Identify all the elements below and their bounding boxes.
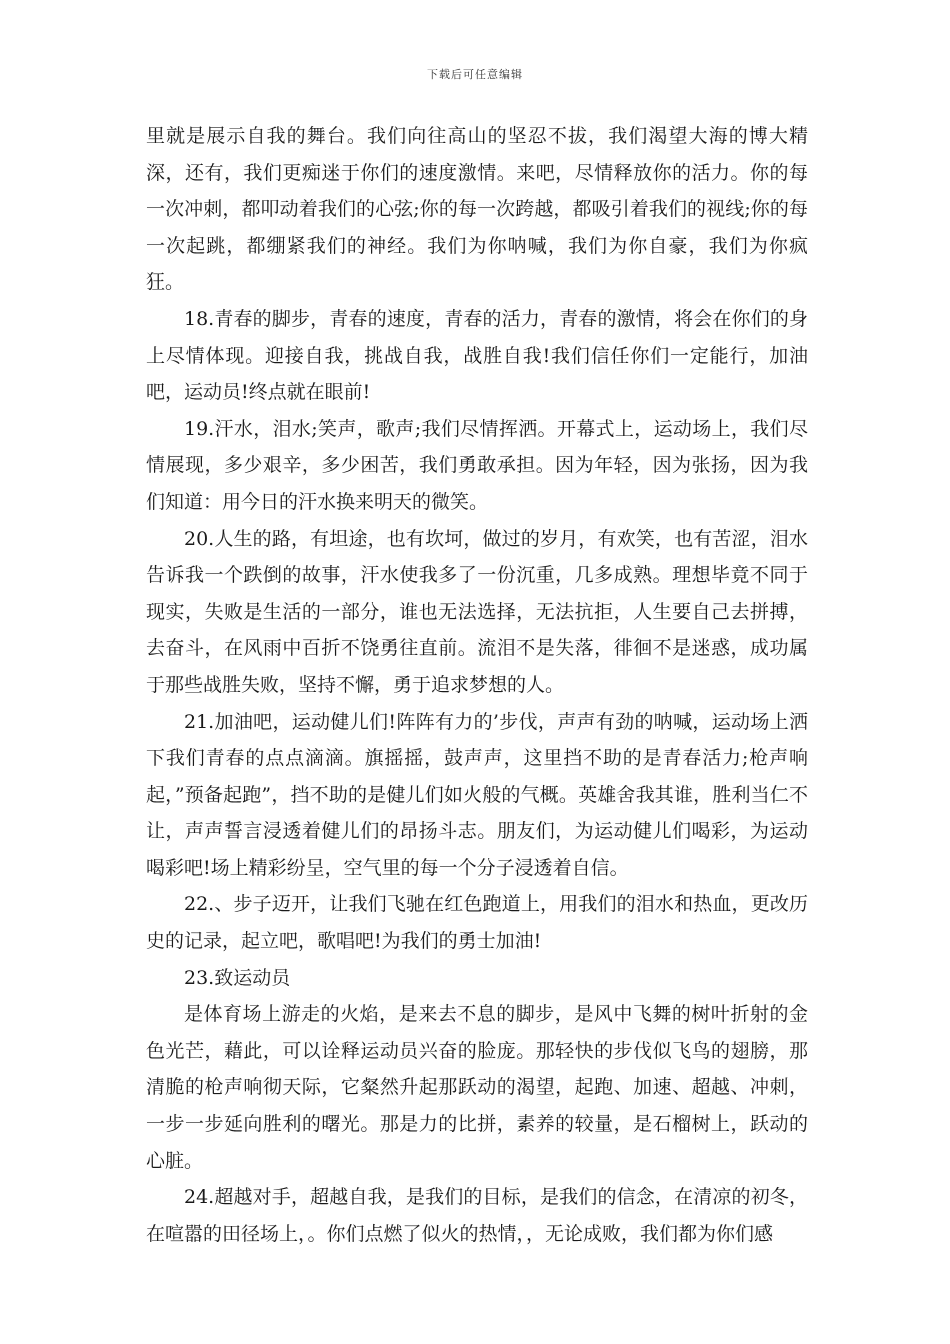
paragraph-23-body: 是体育场上游走的火焰，是来去不息的脚步，是风中飞舞的树叶折射的金色光芒，藉此，可以诠释运动员兴奋的脸庞。那轻快的步伐似飞鸟的翅膀，那清脆的枪声响彻天际，它粲然升起那跃动的渴望，起跑、加速、超越、冲刺，一步一步延向胜利的曙光。那是力的比拼，素养的较量，是石榴树上，跃动的心脏。: [146, 1003, 808, 1172]
paragraph-24: 24.超越对手，超越自我，是我们的目标，是我们的信念，在清凉的初冬，在喧嚣的田径场上，。你们点燃了似火的热情，，无论成败，我们都为你们感: [146, 1186, 808, 1245]
paragraph-20: 20.人生的路，有坦途，也有坎坷，做过的岁月，有欢笑，也有苦涩，泪水告诉我一个跌倒的故事，汗水使我多了一份沉重，几多成熟。理想毕竟不同于现实，失败是生活的一部分，谁也无法选择，无法抗拒，人生要自己去拼搏，去奋斗，在风雨中百折不饶勇往直前。流泪不是失落，徘徊不是迷惑，成功属于那些战胜失败，坚持不懈，勇于追求梦想的人。: [146, 527, 808, 696]
page-header: 下载后可任意编辑: [427, 68, 523, 81]
paragraph-21: 21.加油吧，运动健儿们!阵阵有力的’步伐，声声有劲的呐喊，运动场上洒下我们青春的点点滴滴。旗摇摇，鼓声声，这里挡不助的是青春活力;枪声响起，”预备起跑”，挡不助的是健儿们如火般的气概。英雄舍我其谁，胜利当仁不让，声声誓言浸透着健儿们的昂扬斗志。朋友们，为运动健儿们喝彩，为运动喝彩吧!场上精彩纷呈，空气里的每一个分子浸透着自信。: [146, 710, 808, 879]
paragraph-continuation: 里就是展示自我的舞台。我们向往高山的坚忍不拔，我们渴望大海的博大精深，还有，我们更痴迷于你们的速度激情。来吧，尽情释放你的活力。你的每一次冲刺，都叩动着我们的心弦;你的每一次跨越，都吸引着我们的视线;你的每一次起跳，都绷紧我们的神经。我们为你呐喊，我们为你自豪，我们为你疯狂。: [146, 125, 808, 294]
paragraph-19: 19.汗水，泪水;笑声，歌声;我们尽情挥洒。开幕式上，运动场上，我们尽情展现，多少艰辛，多少困苦，我们勇敢承担。因为年轻，因为张扬，因为我们知道：用今日的汗水换来明天的微笑。: [146, 417, 808, 513]
paragraph-23-heading: 23.致运动员: [184, 966, 291, 989]
paragraph-22: 22.、步子迈开，让我们飞驰在红色跑道上，用我们的泪水和热血，更改历史的记录，起立吧，歌唱吧!为我们的勇士加油!: [146, 893, 808, 953]
document-body: [146, 118, 808, 1252]
paragraph-18: 18.青春的脚步，青春的速度，青春的活力，青春的激情，将会在你们的身上尽情体现。迎接自我，挑战自我，战胜自我!我们信任你们一定能行，加油吧，运动员!终点就在眼前!: [146, 307, 808, 404]
